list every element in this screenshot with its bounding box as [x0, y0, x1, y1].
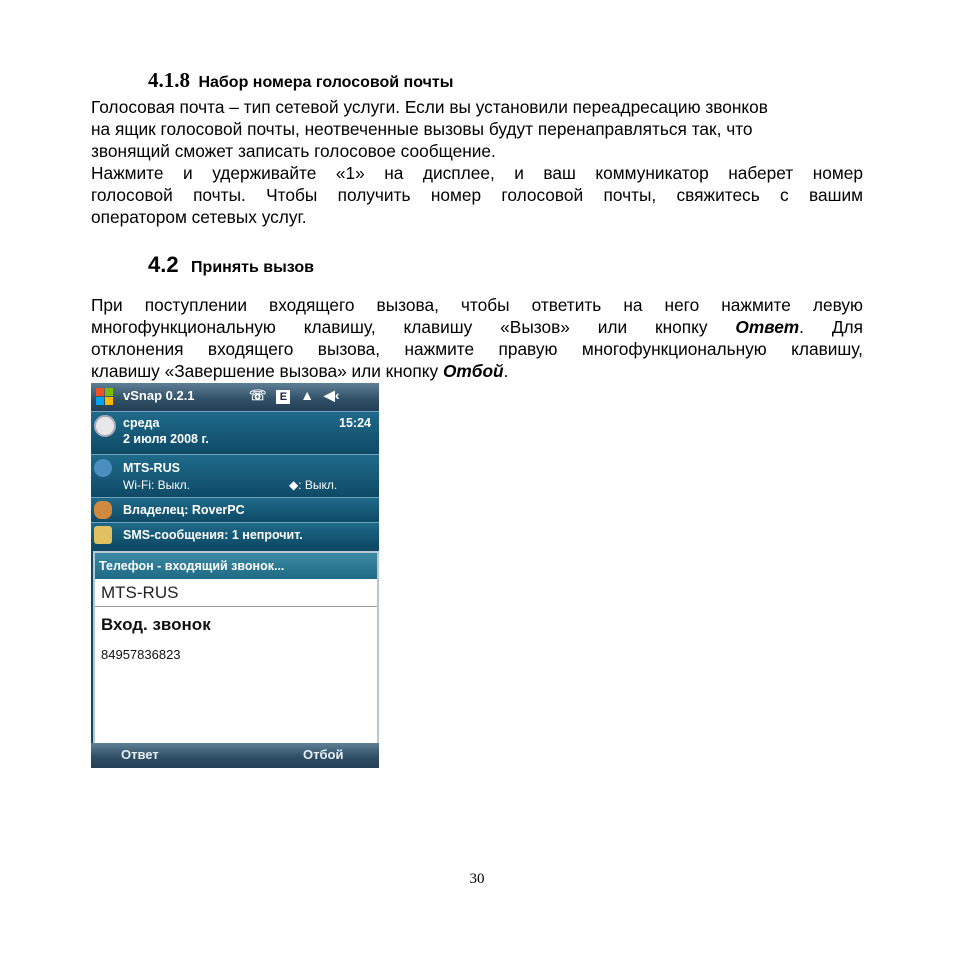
owner-icon — [94, 501, 112, 519]
paragraph-accept-call — [91, 294, 863, 382]
section-number: 4.2 — [148, 252, 179, 277]
windows-start-icon[interactable] — [96, 388, 114, 406]
wireless-icon — [94, 459, 112, 477]
answer-softkey[interactable]: Ответ — [121, 747, 159, 762]
envelope-icon — [94, 526, 112, 544]
text-line: Нажмите и удерживайте «1» на дисплее, и ваш коммуникатор наберет номер — [91, 163, 863, 183]
text-line: звонящий сможет записать голосовое сообщение. — [91, 141, 496, 161]
answer-term: Ответ — [735, 317, 800, 337]
day-label: среда — [123, 416, 160, 430]
signal-icon: ▲ — [300, 387, 315, 403]
dialog-heading: Вход. звонок — [101, 615, 211, 634]
text-line: клавишу «Завершение вызова» или кнопку Отбой. — [91, 361, 509, 381]
reject-softkey[interactable]: Отбой — [303, 747, 344, 762]
wifi-status: Wi-Fi: Выкл. — [123, 478, 191, 492]
app-title: vSnap 0.2.1 — [123, 388, 195, 403]
reject-term: Отбой — [442, 361, 504, 381]
dialog-carrier: MTS-RUS — [95, 579, 377, 607]
text-line: многофункциональную клавишу, клавишу «Вызов» или кнопку Ответ. Для — [91, 317, 863, 337]
text-line: Голосовая почта – тип сетевой услуги. Если вы установили переадресацию звонков — [91, 97, 768, 117]
status-icons — [249, 387, 345, 404]
paragraph-voicemail-dial — [91, 162, 863, 228]
carrier-item[interactable] — [91, 454, 379, 497]
section-title: Набор номера голосовой почты — [198, 74, 454, 91]
text-line: оператором сетевых услуг. — [91, 207, 307, 227]
owner-label: Владелец: RoverPC — [123, 503, 245, 517]
section-heading-4-1-8 — [148, 68, 453, 93]
soft-key-bar — [91, 743, 379, 768]
text-line: на ящик голосовой почты, неотвеченные вызовы будут перенаправляться так, что — [91, 119, 753, 139]
text-line: При поступлении входящего вызова, чтобы ответить на него нажмите левую — [91, 295, 863, 315]
time-label: 15:24 — [339, 416, 371, 430]
date-item[interactable] — [91, 411, 379, 454]
speaker-icon[interactable]: ◀‹ — [324, 387, 340, 403]
carrier-label: MTS-RUS — [123, 461, 180, 475]
edge-icon: E — [276, 390, 290, 404]
text-line: голосовой почты. Чтобы получить номер голосовой почты, свяжитесь с вашим — [91, 185, 863, 205]
section-number: 4.1.8 — [148, 68, 190, 92]
page-number: 30 — [469, 871, 485, 887]
dialog-title: Телефон - входящий звонок... — [95, 553, 377, 579]
date-label: 2 июля 2008 г. — [123, 432, 209, 446]
sms-item[interactable] — [91, 522, 379, 547]
phone-title-bar — [91, 383, 379, 411]
phone-screenshot — [91, 383, 379, 768]
bluetooth-icon: ◆ — [289, 478, 299, 492]
section-heading-4-2 — [148, 252, 314, 278]
phone-call-icon: ☏ — [249, 387, 267, 403]
owner-item[interactable] — [91, 497, 379, 522]
bluetooth-status: ◆: Выкл. — [289, 478, 338, 492]
sms-label: SMS-сообщения: 1 непрочит. — [123, 528, 303, 542]
caller-number: 84957836823 — [101, 647, 181, 662]
clock-icon — [94, 415, 116, 437]
paragraph-voicemail-intro — [91, 96, 863, 162]
incoming-call-dialog — [93, 551, 379, 745]
section-title: Принять вызов — [191, 259, 314, 276]
text-line: отклонения входящего вызова, нажмите правую многофункциональную клавишу, — [91, 339, 863, 359]
